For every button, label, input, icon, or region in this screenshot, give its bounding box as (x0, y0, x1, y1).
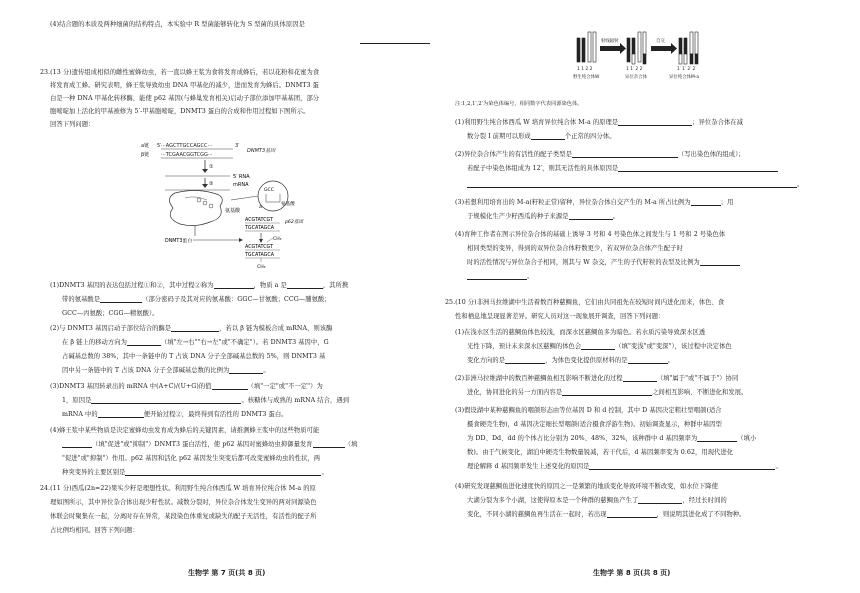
page-footer-8: 生物学 第 8 页(共 8 页) (593, 569, 671, 577)
q24-4-line1: (4)育种工作者在图示异位杂合体的基础上诱导 3 号和 4 号染色体之间发生与 1 号和 2 号染色体 (455, 231, 726, 238)
svg-text:氨基酸: 氨基酸 (281, 202, 295, 207)
svg-text:GCC: GCC (264, 188, 274, 193)
q25-3-line1: (3)假设湖中某种慈鲷鱼的咽颌形态由等位基因 D 和 d 控制，其中 D 基因决定粗壮型咽颌(适合 (455, 407, 722, 414)
q23-1-line2: 带的氨基酸是 （部分密码子及其对应的氨基酸：GGC—甘氨酸；CCG—脯氨酸； (62, 296, 331, 303)
q23-3-line2: 1，原因是 。核糖体与成熟的 mRNA 结合，遇到 (62, 397, 350, 404)
svg-text:5′ RNA: 5′ RNA (233, 174, 250, 180)
beta-chain-label: β链 (141, 152, 150, 158)
q24-4-line3: 时的活性情况与异位杂合子相同，则其与 W 杂交，产生的子代籽粒的表型及比例为 (467, 260, 740, 266)
q23-4-line4: 种突变异的主要区别是 。 (62, 469, 328, 476)
answer-blank-line[interactable]: 。 (467, 274, 533, 280)
q23-2-line3: 占碱基总数的 38%，其中一条链中的 T 占该 DNA 分子全部碱基总数的 5%，则 DNMT3 基 (62, 353, 326, 360)
q23-stem-5: 回答下列问题： (50, 121, 95, 128)
q23-2-line4: 因中另一条链中的 T 占该 DNA 分子全部碱基总数的比例为 。 (62, 367, 270, 374)
svg-text:5′: 5′ (157, 143, 162, 149)
q25-2-line1: (2)非洲马拉维湖中的数百种慈鲷鱼相互影响不断进化的过程 （填"属于"或"不属于"）协同 (455, 375, 739, 382)
q24-1-line2: 数分裂 I 前期可以形成 个正常的四分体。 (467, 133, 616, 140)
dnmt3-gene-label: DNMT3基因 (247, 148, 276, 154)
q25-stem-2: 性和栖息地呈现显著差异。研究人员对这一现象展开调查，回答下列问题： (455, 313, 665, 320)
q24-4-line2: 相同类型的变异，得到的双异位杂合体籽数更少，若双异位杂合体产生配子时 (467, 245, 683, 252)
q23-1-line1: (1)DNMT3 基因的表达包括过程①和②，其中过程②称为 ，物质 a 是 ，其所携 (50, 282, 349, 289)
q25-2-line2: 进化，协同进化的另一方面内容是 之间相互影响、不断进化和发展。 (467, 389, 748, 396)
q25-1-line1: (1)在浅水区生活的慈鲷鱼体色较浅，而深水区慈鲷鱼多为暗色。若水质污染导致深水区透 (455, 329, 706, 336)
q23-4-line1: (4)蜂王浆中某些物质是决定蜜蜂幼虫发育成为蜂后的关键因素，请推测蜂王浆中的这些物质可能 (50, 427, 320, 434)
q25-4-line1: (4)研究发现慈鲷鱼进化速度快的原因之一是频繁的地质变化导致环境不断改变，如水位下降使 (455, 483, 718, 490)
q23-stem-1: 23.(13 分)遗传组成相似的雌性蜜蜂幼虫，若一直以蜂王浆为食将发育成蜂后，若以花粉和花蜜为食 (40, 69, 320, 76)
q24-stem-3: 体联会时聚集在一起，分离时存在异常，某段染色体重复或缺失的配子无活性，有活性的配子所 (50, 513, 317, 520)
homo-label: 异位纯合体M-a (669, 75, 700, 80)
q24-1-line1: (1)利用野生纯合体西瓜 W 培育异位纯合体 M-a 的原理是 ；异位杂合体在减 (455, 119, 743, 126)
q24-2-line1: (2)异位杂合体产生的有活性的配子类型是 （写出染色体的组成）； (455, 151, 745, 158)
svg-text:CH₃: CH₃ (273, 237, 282, 242)
selfcross-label: 自交 (656, 39, 665, 44)
figure-note: 注:1,2,1′,2′为染色体编号，相同数字代表同源染色体。 (455, 101, 583, 107)
q25-4-line2: 大湖分裂为多个小湖，这使得原本是一个种群的慈鲷鱼产生了 ，经过长时间的 (467, 497, 727, 504)
svg-text:DNMT3蛋白: DNMT3蛋白 (165, 239, 192, 244)
q24-stem-4: 占比例均相同。回答下列问题： (50, 527, 139, 534)
q23-2-line2: 在 β 链上的移动方向为 （填"左→右""右→左"或"不确定"）。若 DNMT3 基因中，G (62, 339, 329, 346)
q25-1-line3: 变化方向的是 ，为体色变化提供原材料的是 。 (467, 357, 674, 364)
q23-4-line3: "促进"或"抑制"）作用。p62 基因和活化 p62 基因发生突变后都可改变蜜蜂幼虫的性状，两 (62, 455, 321, 462)
alpha-seq: ···AGCTTGCCAGCC··· (161, 143, 213, 149)
chromosome-translocation-figure (573, 28, 723, 98)
svg-text:ACGTATCGT: ACGTATCGT (245, 218, 274, 223)
svg-text:CH₃: CH₃ (257, 265, 266, 270)
radiation-label: 射线辐射 (601, 39, 619, 44)
svg-text:ACGTATCGT: ACGTATCGT (245, 245, 274, 250)
q23-1-line3: GCC—丙氨酸；CGG—精氨酸）。 (62, 310, 159, 317)
q25-4-line3: 变化，不同小湖的慈鲷鱼再生活在一起时，若出现 ，则说明其进化成了不同物种。 (467, 511, 746, 518)
svg-text:a: a (259, 205, 262, 210)
svg-text:mRNA: mRNA (233, 182, 249, 188)
answer-blank-line[interactable]: 。 (467, 182, 803, 188)
svg-text:p62基因: p62基因 (285, 220, 303, 225)
q22-part4: (4)结合题的本质及两种细菌的结构特点，本实验中 R 型菌能够转化为 S 型菌的具体原因是 (50, 21, 305, 28)
beta-seq: ···TCGAACGGTCGG··· (161, 152, 213, 158)
answer-blank[interactable] (360, 38, 430, 44)
svg-text:TGCATAGCA: TGCATAGCA (245, 253, 275, 258)
q23-3-line3: mRNA 中的 便开始过程②，最终得到有活性的 DNMT3 蛋白。 (62, 411, 288, 418)
q25-3-line2: 摄食硬壳生物)，d 基因决定细长型咽颌(适合摄食浮游生物)。初始调查显示，种群中基因型 (467, 421, 722, 428)
alpha-chain-label: a链 (141, 143, 150, 149)
q23-2-line1: (2)与 DNMT3 基因启动子部位结合的酶是 ，若以 β 链为模板合成 mRNA，则该酶 (50, 325, 333, 332)
svg-text:1′ 1′ 2′ 2′: 1′ 1′ 2′ 2′ (677, 67, 697, 72)
svg-text:②: ② (209, 181, 214, 187)
q24-stem-1: 24.(11 分)西瓜(2n=22)果实少籽是理想性状。利用野生纯合体西瓜 W 培育异位纯合体 M-a 的原 (40, 485, 316, 492)
q24-3-line2: 于规模化生产少籽西瓜的种子来源是 。 (467, 213, 619, 220)
q24-3-line1: (3)若想利用培育出的 M-a(籽粒正常)留种，异位杂合体自交产生的 M-a 所占比例为 ；用 (455, 199, 734, 206)
q23-3-line1: (3)DNMT3 基因转录出的 mRNA 中(A+C)/(U+G)的值 （填"一定"或"不一定"）为 (50, 383, 323, 390)
svg-text:氨基酸: 氨基酸 (225, 208, 241, 214)
page-7 (40, 0, 430, 593)
q24-stem-2: 理如图所示，其中异位杂合体出现少籽性状。减数分裂时，异位杂合体发生变异的两对同源染色 (50, 499, 317, 506)
q25-1-line2: 光性下降，预计未来深水区慈鲷的体色会 （填"变浅"或"变深"），该过程中决定体色 (467, 343, 732, 350)
q25-3-line5: 理论解释 d 基因频率发生上述变化的原因是 。 (467, 463, 782, 470)
q25-3-line4: 数)。由于气候变化，湖泊中硬壳生物数量锐减，若干代后，d 基因频率变为 0.62，用现代进化 (467, 449, 734, 456)
q23-4-line2: （填"促进"或"抑制"）DNMT3 蛋白活性，使 p62 基因对蜜蜂幼虫抑御量发育 （填 (62, 442, 357, 448)
q23-stem-2: 将发育成工蜂。研究表明，蜂王浆导致幼虫 DNA 甲基化的减少，进而发育为蜂后。DNMT3 蛋 (50, 82, 320, 89)
wild-label: 野生纯合体W (573, 75, 600, 80)
svg-text:1 1 2 2: 1 1 2 2 (577, 67, 593, 72)
q23-stem-3: 白是一种 DNA 甲基化转移酶，能使 p62 基因(与蜂巢发育相关)启动子部位添加甲基基团，部分 (50, 95, 320, 102)
page-8 (445, 0, 835, 593)
dnmt3-expression-figure (135, 138, 335, 270)
hetero-label: 异位杂合体 (625, 75, 647, 80)
svg-text:1 1′ 2 2′: 1 1′ 2 2′ (626, 67, 644, 72)
svg-text:3′: 3′ (235, 143, 240, 149)
svg-text:①: ① (209, 164, 214, 170)
q23-stem-4: 胞嘧啶加上活化的甲基被修为 5′-甲基胞嘧啶，DNMT3 蛋白的合成和作用过程如下图所示。 (50, 108, 310, 115)
q25-stem-1: 25.(10 分)非洲马拉维湖中生活着数百种慈鲷鱼，它们由共同祖先在较短时间内进化而来，体色、食 (445, 299, 725, 306)
svg-text:TGCATAGCA: TGCATAGCA (245, 226, 275, 231)
q24-2-line2: 若配子中染色体组成为 12′，则其无活性的具体原因是 (467, 166, 778, 172)
q25-3-line3: 为 DD、Dd、dd 的个体占比分别为 20%、48%、32%，该种群中 d 基因频率为 （填小 (467, 435, 757, 442)
page-footer-7: 生物学 第 7 页(共 8 页) (188, 569, 266, 577)
